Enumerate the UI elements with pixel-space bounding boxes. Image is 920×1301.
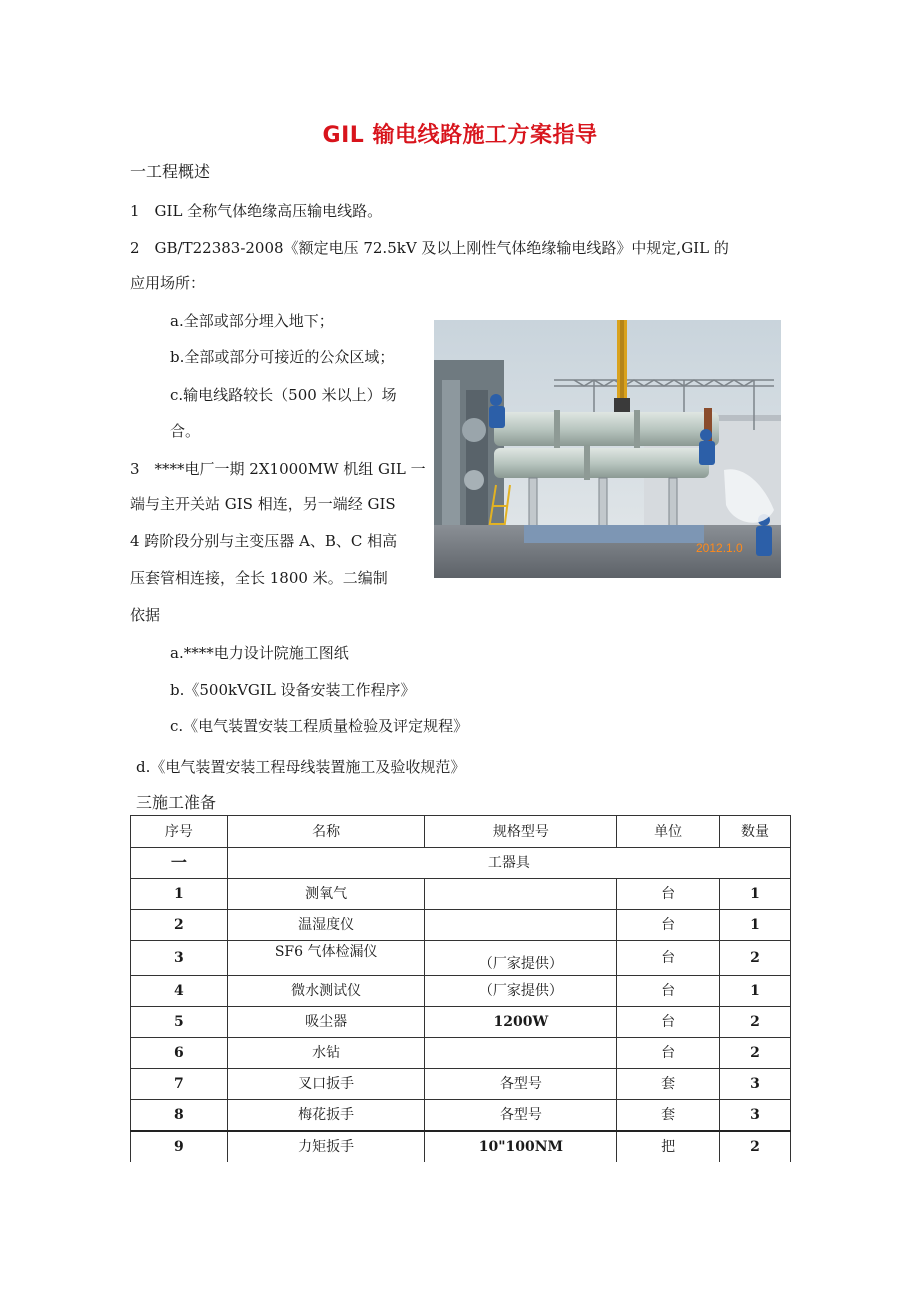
cell-no: 6	[131, 1038, 228, 1069]
cell-qty: 2	[720, 1038, 791, 1069]
cell-name: 力矩扳手	[227, 1131, 425, 1162]
table-row	[131, 1069, 791, 1100]
cell-name: 测氧气	[227, 879, 425, 910]
section-heading-preparation: 三施工准备	[136, 793, 217, 812]
cell-unit: 台	[617, 1007, 720, 1038]
paragraph-2-line-2: 应用场所：	[130, 274, 206, 292]
cell-spec: 1200W	[425, 1007, 617, 1038]
cell-no: 5	[131, 1007, 228, 1038]
cell-spec	[425, 910, 617, 941]
tools-table	[130, 815, 791, 1162]
cell-no: 4	[131, 976, 228, 1007]
cell-qty: 2	[720, 1131, 791, 1162]
cell-qty: 1	[720, 910, 791, 941]
cell-name: 水钻	[227, 1038, 425, 1069]
cell-unit: 台	[617, 910, 720, 941]
photo-date-stamp: 2012.1.0	[696, 541, 743, 555]
cell-no: 3	[131, 941, 228, 976]
paragraph-2-line-1: 2 GB/T22383-2008《额定电压 72.5kV 及以上刚性气体绝缘输电线路》中规定,GIL 的	[130, 239, 729, 257]
cell-qty: 1	[720, 879, 791, 910]
table-row	[131, 976, 791, 1007]
table-row	[131, 1007, 791, 1038]
cell-qty: 3	[720, 1100, 791, 1132]
table-section-row	[131, 848, 791, 879]
cell-name: 微水测试仪	[227, 976, 425, 1007]
header-qty: 数量	[720, 816, 791, 848]
basis-item-d: d.《电气装置安装工程母线装置施工及验收规范》	[136, 758, 466, 776]
cell-spec	[425, 879, 617, 910]
paragraph-3-line-4: 压套管相连接，全长 1800 米。二编制	[130, 569, 388, 587]
cell-name: 梅花扳手	[227, 1100, 425, 1132]
cell-qty: 1	[720, 976, 791, 1007]
cell-spec: （厂家提供）	[425, 976, 617, 1007]
table-row	[131, 910, 791, 941]
cell-qty: 3	[720, 1069, 791, 1100]
cell-unit: 套	[617, 1100, 720, 1132]
paragraph-3-line-5: 依据	[130, 606, 161, 624]
cell-spec	[425, 1038, 617, 1069]
cell-no: 2	[131, 910, 228, 941]
table-row	[131, 1100, 791, 1132]
basis-item-c: c.《电气装置安装工程质量检验及评定规程》	[170, 717, 469, 735]
paragraph-3-line-1: 3 ****电厂一期 2X1000MW 机组 GIL 一	[130, 460, 426, 478]
table-header-row	[131, 816, 791, 848]
cell-no: 7	[131, 1069, 228, 1100]
cell-spec: （厂家提供）	[425, 941, 617, 976]
header-no: 序号	[131, 816, 228, 848]
cell-no: 9	[131, 1131, 228, 1162]
basis-item-a: a.****电力设计院施工图纸	[170, 644, 349, 662]
cell-no: 1	[131, 879, 228, 910]
cell-unit: 台	[617, 1038, 720, 1069]
cell-name: SF6 气体检漏仪	[227, 941, 425, 976]
cell-qty: 2	[720, 1007, 791, 1038]
paragraph-1: 1 GIL 全称气体绝缘高压输电线路。	[130, 202, 383, 220]
section-label: 工器具	[227, 848, 790, 879]
section-no: 一	[131, 848, 228, 879]
header-name: 名称	[227, 816, 425, 848]
cell-unit: 台	[617, 879, 720, 910]
cell-spec: 10"100NM	[425, 1131, 617, 1162]
document-title: GIL 输电线路施工方案指导	[322, 123, 598, 148]
cell-unit: 套	[617, 1069, 720, 1100]
cell-no: 8	[131, 1100, 228, 1132]
paragraph-3-line-2: 端与主开关站 GIS 相连，另一端经 GIS	[130, 495, 396, 513]
table-row	[131, 1131, 791, 1162]
cell-spec: 各型号	[425, 1069, 617, 1100]
cell-name: 温湿度仪	[227, 910, 425, 941]
list-item-c-line-2: 合。	[170, 422, 201, 440]
cell-unit: 台	[617, 976, 720, 1007]
cell-unit: 把	[617, 1131, 720, 1162]
cell-spec: 各型号	[425, 1100, 617, 1132]
cell-unit: 台	[617, 941, 720, 976]
paragraph-3-line-3: 4 跨阶段分别与主变压器 A、B、C 相高	[130, 532, 398, 550]
header-unit: 单位	[617, 816, 720, 848]
section-heading-overview: 一工程概述	[130, 162, 211, 181]
list-item-a: a.全部或部分埋入地下；	[170, 312, 334, 330]
cell-name: 叉口扳手	[227, 1069, 425, 1100]
basis-item-b: b.《500kVGIL 设备安装工作程序》	[170, 681, 416, 699]
table-row	[131, 1038, 791, 1069]
table-row	[131, 941, 791, 976]
cell-qty: 2	[720, 941, 791, 976]
cell-name: 吸尘器	[227, 1007, 425, 1038]
header-spec: 规格型号	[425, 816, 617, 848]
list-item-c-line-1: c.输电线路较长（500 米以上）场	[170, 386, 397, 404]
table-row	[131, 879, 791, 910]
site-photo	[434, 320, 781, 578]
list-item-b: b.全部或部分可接近的公众区域；	[170, 348, 395, 366]
